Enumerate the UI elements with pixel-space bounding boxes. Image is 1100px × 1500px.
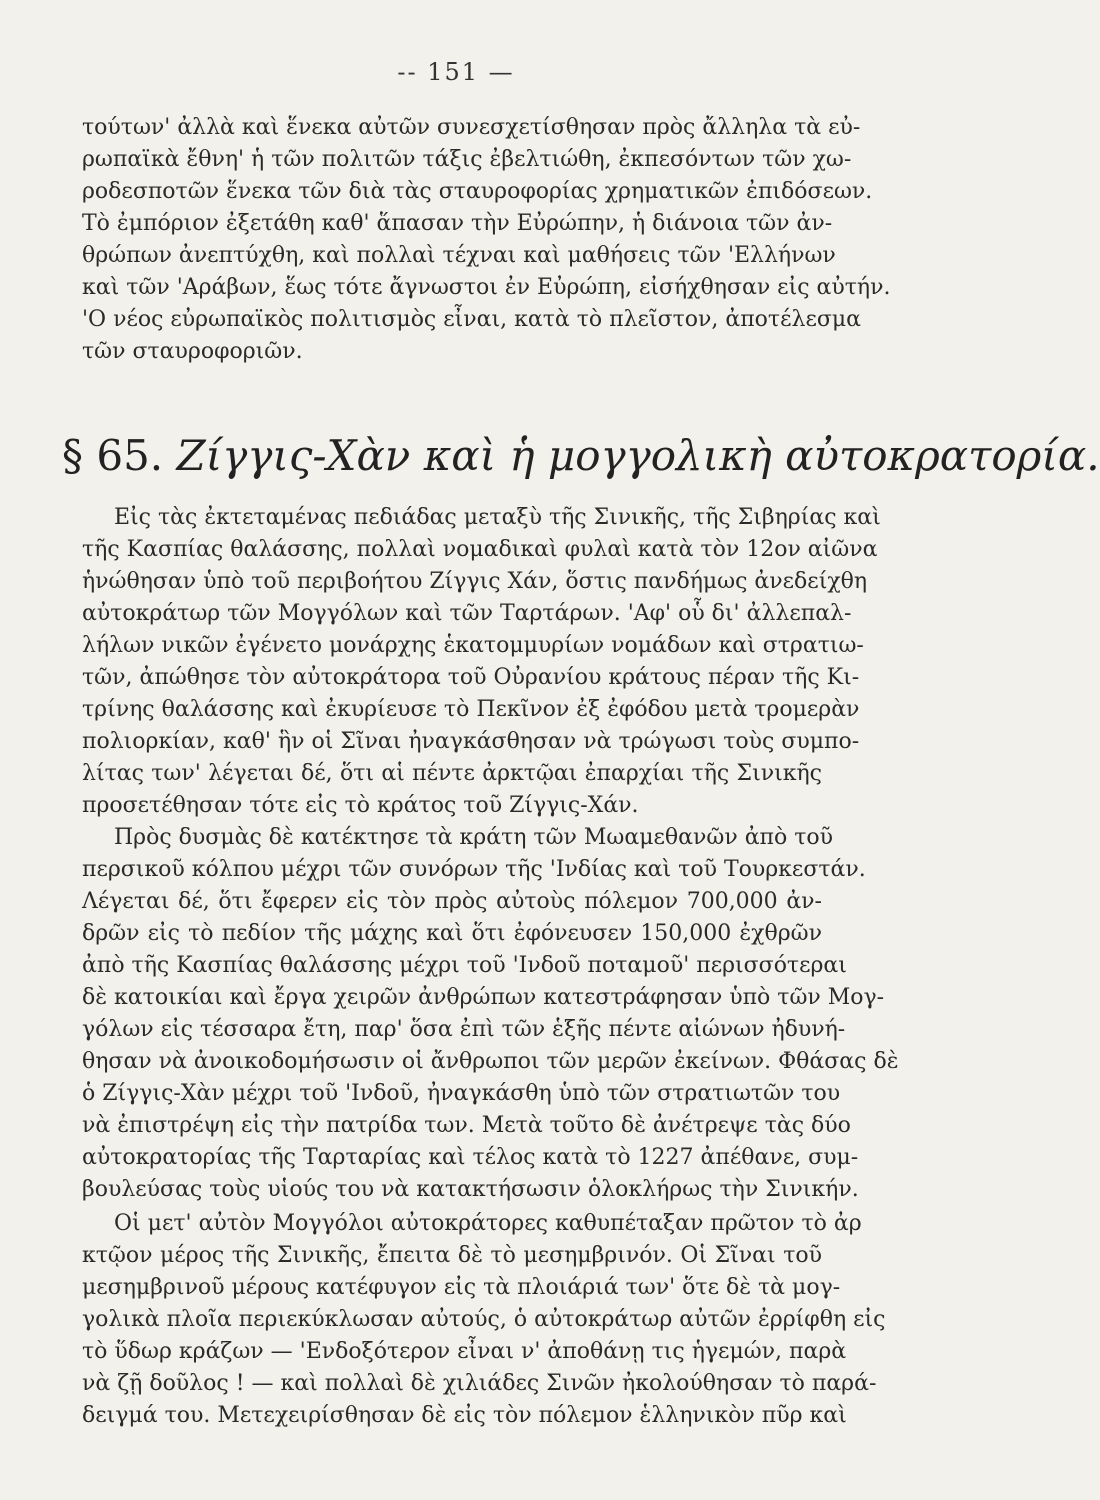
text-line: προσετέθησαν τότε εἰς τὸ κράτος τοῦ Ζίγγις-Χάν. xyxy=(82,793,639,818)
text-line: βουλεύσας τοὺς υἱούς του νὰ κατακτήσωσιν ὁλοκλήρως τὴν Σινικήν. xyxy=(82,1177,859,1202)
text-line: μεσημβρινοῦ μέρους κατέφυγον εἰς τὰ πλοιάριά των' ὅτε δὲ τὰ μογ- xyxy=(82,1275,841,1300)
text-line: τῶν σταυροφοριῶν. xyxy=(82,339,303,364)
text-line: περσικοῦ κόλπου μέχρι τῶν συνόρων τῆς 'Ινδίας καὶ τοῦ Τουρκεστάν. xyxy=(82,857,866,882)
text-line: τρίνης θαλάσσης καὶ ἐκυρίευσε τὸ Πεκῖνον ἐξ ἐφόδου μετὰ τρομερὰν xyxy=(82,697,860,722)
text-line: θησαν νὰ ἀνοικοδομήσωσιν οἱ ἄνθρωποι τῶν μερῶν ἐκείνων. Φθάσας δὲ xyxy=(82,1049,899,1074)
text-line: νὰ ἐπιστρέψη εἰς τὴν πατρίδα των. Μετὰ τοῦτο δὲ ἀνέτρεψε τὰς δύο xyxy=(82,1113,851,1138)
text-line: ἡνώθησαν ὑπὸ τοῦ περιβοήτου Ζίγγις Χάν, ὅστις πανδήμως ἀνεδείχθη xyxy=(82,569,868,594)
text-line: αὐτοκράτωρ τῶν Μογγόλων καὶ τῶν Ταρτάρων. 'Αφ' οὗ δι' ἀλλεπαλ- xyxy=(82,601,852,626)
text-line: λήλων νικῶν ἐγένετο μονάρχης ἑκατομμυρίων νομάδων καὶ στρατιω- xyxy=(82,633,864,658)
text-line: κτῷον μέρος τῆς Σινικῆς, ἔπειτα δὲ τὸ μεσημβρινόν. Οἱ Σῖναι τοῦ xyxy=(82,1243,822,1268)
text-line: ροδεσποτῶν ἕνεκα τῶν διὰ τὰς σταυροφορίας χρηματικῶν ἐπιδόσεων. xyxy=(82,179,873,204)
text-line: δειγμά του. Μετεχειρίσθησαν δὲ εἰς τὸν πόλεμον ἑλληνικὸν πῦρ καὶ xyxy=(82,1403,847,1428)
text-line: γόλων εἰς τέσσαρα ἔτη, παρ' ὅσα ἐπὶ τῶν ἑξῆς πέντε αἰώνων ἠδυνή- xyxy=(82,1017,846,1042)
text-line: καὶ τῶν 'Αράβων, ἕως τότε ἄγνωστοι ἐν Εὐρώπη, εἰσήχθησαν εἰς αὐτήν. xyxy=(82,275,891,300)
text-line: δὲ κατοικίαι καὶ ἔργα χειρῶν ἀνθρώπων κατεστράφησαν ὑπὸ τῶν Μογ- xyxy=(82,985,885,1010)
text-line: Τὸ ἐμπόριον ἐξετάθη καθ' ἅπασαν τὴν Εὐρώπην, ἡ διάνοια τῶν ἀν- xyxy=(82,211,833,236)
text-line: Λέγεται δέ, ὅτι ἔφερεν εἰς τὸν πρὸς αὐτοὺς πόλεμον 700,000 ἀν- xyxy=(82,889,822,914)
page-number: -- 151 — xyxy=(397,58,515,86)
text-line: πολιορκίαν, καθ' ἣν οἱ Σῖναι ἠναγκάσθησαν νὰ τρώγωσι τοὺς συμπο- xyxy=(82,729,860,754)
text-line: θρώπων ἀνεπτύχθη, καὶ πολλαὶ τέχναι καὶ μαθήσεις τῶν 'Ελλήνων xyxy=(82,243,836,268)
text-line: Πρὸς δυσμὰς δὲ κατέκτησε τὰ κράτη τῶν Μωαμεθανῶν ἀπὸ τοῦ xyxy=(114,825,834,850)
text-line: δρῶν εἰς τὸ πεδίον τῆς μάχης καὶ ὅτι ἐφόνευσεν 150,000 ἐχθρῶν xyxy=(82,921,822,946)
text-line: λίτας των' λέγεται δέ, ὅτι αἱ πέντε ἀρκτῷαι ἐπαρχίαι τῆς Σινικῆς xyxy=(82,761,822,786)
text-line: τῶν, ἀπώθησε τὸν αὐτοκράτορα τοῦ Οὐρανίου κράτους πέραν τῆς Κι- xyxy=(82,665,860,690)
text-line: 'Ο νέος εὐρωπαϊκὸς πολιτισμὸς εἶναι, κατὰ τὸ πλεῖστον, ἀποτέλεσμα xyxy=(82,307,862,332)
text-line: Οἱ μετ' αὐτὸν Μογγόλοι αὐτοκράτορες καθυπέταξαν πρῶτον τὸ ἀρ xyxy=(114,1211,862,1236)
text-line: γολικὰ πλοῖα περιεκύκλωσαν αὐτούς, ὁ αὐτοκράτωρ αὐτῶν ἐρρίφθη εἰς xyxy=(82,1307,886,1332)
section-heading xyxy=(62,430,1100,482)
paragraph-successors xyxy=(82,1208,886,1432)
text-line: ἀπὸ τῆς Κασπίας θαλάσσης μέχρι τοῦ 'Ινδοῦ ποταμοῦ' περισσότεραι xyxy=(82,953,847,978)
text-line: ὁ Ζίγγις-Χὰν μέχρι τοῦ 'Ινδοῦ, ἠναγκάσθη ὑπὸ τῶν στρατιωτῶν του xyxy=(82,1081,841,1106)
paragraph-western-conquests xyxy=(82,822,899,1206)
paragraph-genghis-rise xyxy=(82,502,881,822)
text-line: Εἰς τὰς ἐκτεταμένας πεδιάδας μεταξὺ τῆς Σινικῆς, τῆς Σιβηρίας καὶ xyxy=(114,505,881,530)
text-line: τούτων' ἀλλὰ καὶ ἕνεκα αὐτῶν συνεσχετίσθησαν πρὸς ἄλληλα τὰ εὐ- xyxy=(82,115,861,140)
section-mark: § 65. xyxy=(62,431,164,480)
paragraph-crusades-conclusion xyxy=(82,112,891,368)
section-title: Ζίγγις-Χὰν καὶ ἡ μογγολικὴ αὐτοκρατορία. xyxy=(163,431,1100,480)
text-line: αὐτοκρατορίας τῆς Ταρταρίας καὶ τέλος κατὰ τὸ 1227 ἀπέθανε, συμ- xyxy=(82,1145,859,1170)
text-line: τῆς Κασπίας θαλάσσης, πολλαὶ νομαδικαὶ φυλαὶ κατὰ τὸν 12ον αἰῶνα xyxy=(82,537,878,562)
text-line: νὰ ζῇ δοῦλος ! — καὶ πολλαὶ δὲ χιλιάδες Σινῶν ἠκολούθησαν τὸ παρά- xyxy=(82,1371,877,1396)
text-line: ρωπαϊκὰ ἔθνη' ἡ τῶν πολιτῶν τάξις ἐβελτιώθη, ἐκπεσόντων τῶν χω- xyxy=(82,147,852,172)
text-line: τὸ ὕδωρ κράζων — 'Ενδοξότερον εἶναι ν' ἀποθάνῃ τις ἡγεμών, παρὰ xyxy=(82,1339,847,1364)
